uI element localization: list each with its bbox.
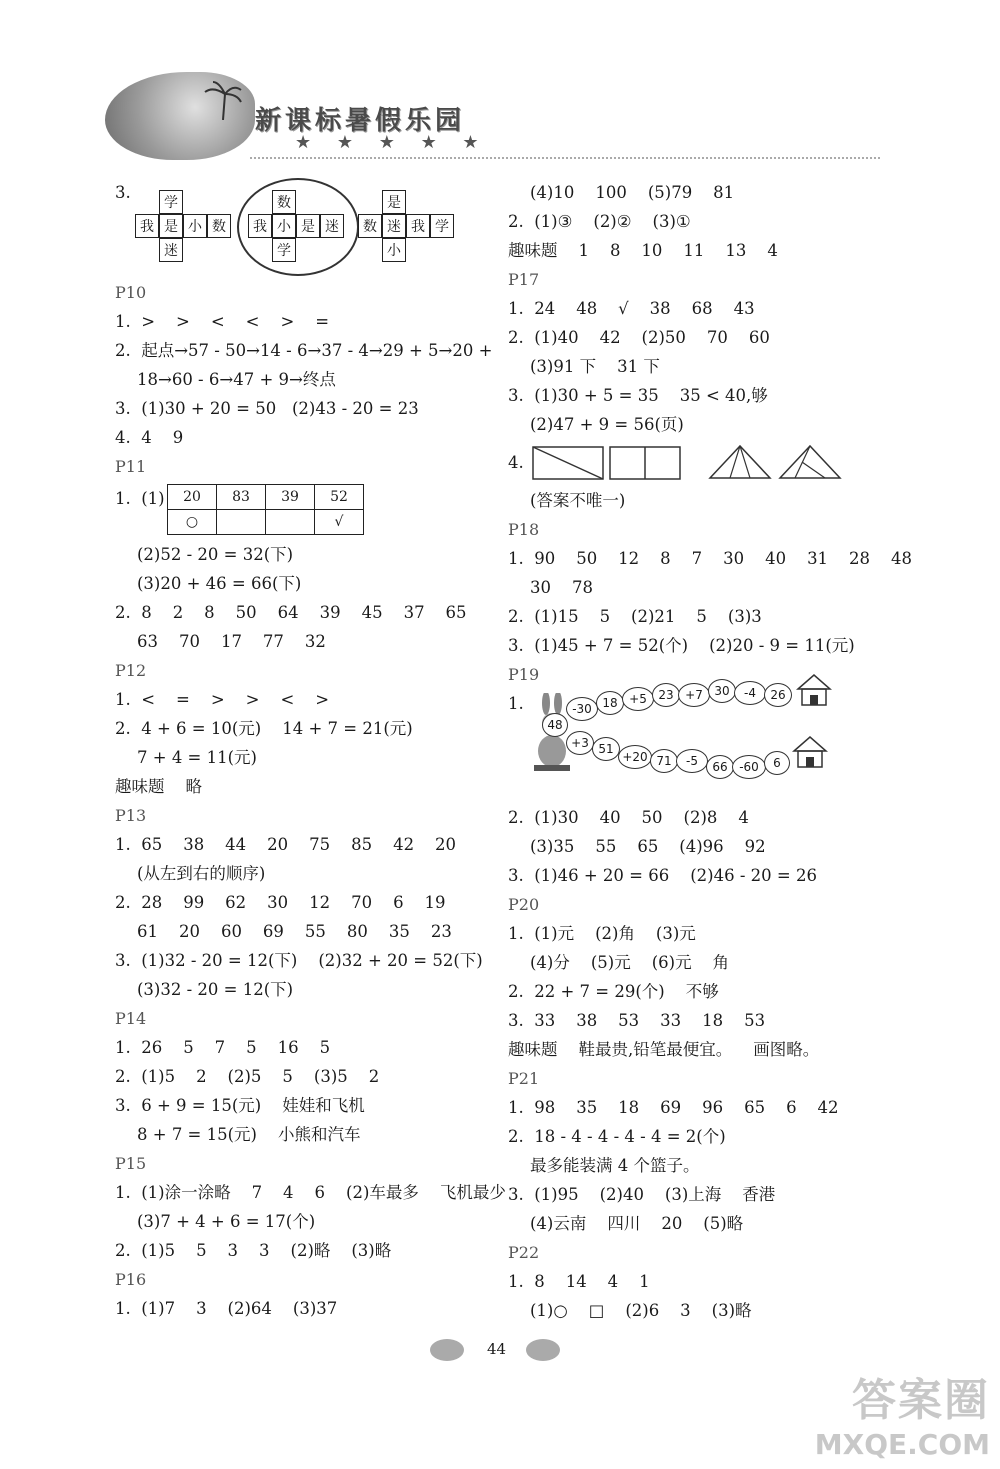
chain-node: +7 bbox=[678, 683, 710, 707]
answer-line: 3. (1)32 - 20 = 12(下) (2)32 + 20 = 52(下) bbox=[115, 951, 483, 970]
crossword-3-cell: 我 bbox=[406, 214, 430, 238]
answer-line: 趣味题 略 bbox=[115, 777, 202, 796]
answer-line: 2. (1)5 2 (2)5 5 (3)5 2 bbox=[115, 1067, 380, 1086]
table-cell: ○ bbox=[168, 510, 217, 535]
answer-line: (答案不唯一) bbox=[530, 491, 626, 510]
section-label: P22 bbox=[508, 1243, 540, 1262]
section-label: P17 bbox=[508, 270, 540, 289]
table-cell: √ bbox=[315, 510, 364, 535]
answer-line: 3. 6 + 9 = 15(元) 娃娃和飞机 bbox=[115, 1096, 365, 1115]
answer-line: 2. 8 2 8 50 64 39 45 37 65 bbox=[115, 603, 467, 622]
crossword-2-top: 数 bbox=[272, 190, 296, 214]
answer-line: (3)7 + 4 + 6 = 17(个) bbox=[137, 1212, 316, 1231]
watermark bbox=[815, 1364, 990, 1461]
answer-line: (4)10 100 (5)79 81 bbox=[530, 183, 735, 202]
answer-line: 2. (1)15 5 (2)21 5 (3)3 bbox=[508, 607, 762, 626]
chain-node: +5 bbox=[622, 687, 654, 711]
header-divider bbox=[250, 157, 880, 159]
answer-line: 8 + 7 = 15(元) 小熊和汽车 bbox=[137, 1125, 361, 1144]
chain-node: 23 bbox=[652, 683, 680, 707]
answer-line: (4)云南 四川 20 (5)略 bbox=[530, 1214, 744, 1233]
house-icon bbox=[794, 673, 834, 707]
answer-line: (从左到右的顺序) bbox=[137, 864, 266, 883]
answer-line: 1. (1)涂一涂略 7 4 6 (2)车最多 飞机最少 bbox=[115, 1183, 506, 1202]
answer-line: 3. (1)46 + 20 = 66 (2)46 - 20 = 26 bbox=[508, 866, 817, 885]
crossword-3-cell: 学 bbox=[430, 214, 454, 238]
crossword-1-cell: 小 bbox=[183, 214, 207, 238]
crossword-3-top: 是 bbox=[382, 190, 406, 214]
answer-line: 2. (1)40 42 (2)50 70 60 bbox=[508, 328, 770, 347]
table-cell bbox=[217, 510, 266, 535]
answer-line: 2. (1)5 5 3 3 (2)略 (3)略 bbox=[115, 1241, 392, 1260]
crossword-2-cell: 迷 bbox=[320, 214, 344, 238]
answer-line: 2. 18 - 4 - 4 - 4 - 4 = 2(个) bbox=[508, 1127, 726, 1146]
section-label: P21 bbox=[508, 1069, 540, 1088]
answer-line: (4)分 (5)元 (6)元 角 bbox=[530, 953, 730, 972]
answer-line: 3. 33 38 53 33 18 53 bbox=[508, 1011, 766, 1030]
crossword-1-bottom: 迷 bbox=[159, 238, 183, 262]
chain-node: 71 bbox=[650, 749, 678, 773]
answer-line: 3. (1)30 + 20 = 50 (2)43 - 20 = 23 bbox=[115, 399, 419, 418]
answer-line: 趣味题 1 8 10 11 13 4 bbox=[508, 241, 778, 260]
crossword-1-cell: 是 bbox=[159, 214, 183, 238]
answer-line: 2. (1)30 40 50 (2)8 4 bbox=[508, 808, 749, 827]
section-label: P12 bbox=[115, 661, 147, 680]
answer-line: 1. 26 5 7 5 16 5 bbox=[115, 1038, 331, 1057]
bird-icon bbox=[526, 1339, 560, 1361]
chain-node: 18 bbox=[596, 691, 624, 715]
watermark-title: 答案圈 bbox=[852, 1375, 990, 1426]
answer-line: 1. (1) bbox=[115, 489, 165, 508]
crossword-1-cell: 数 bbox=[207, 214, 231, 238]
answer-line: 63 70 17 77 32 bbox=[137, 632, 326, 651]
answer-line: 3. (1)30 + 5 = 35 35 < 40,够 bbox=[508, 386, 768, 405]
answer-line: 1. 8 14 4 1 bbox=[508, 1272, 650, 1291]
answer-line: 4. 4 9 bbox=[115, 428, 184, 447]
answer-line: 7 + 4 = 11(元) bbox=[137, 748, 257, 767]
chain-node: +3 bbox=[566, 731, 594, 755]
crossword-2-cell: 我 bbox=[248, 214, 272, 238]
answer-line: 1. 98 35 18 69 96 65 6 42 bbox=[508, 1098, 839, 1117]
crossword-3-bottom: 小 bbox=[382, 238, 406, 262]
section-label: P15 bbox=[115, 1154, 147, 1173]
answer-line: 1. < = > > < > bbox=[115, 690, 330, 709]
section-label: P20 bbox=[508, 895, 540, 914]
crossword-3-cell: 迷 bbox=[382, 214, 406, 238]
section-label: P16 bbox=[115, 1270, 147, 1289]
table-cell: 52 bbox=[315, 485, 364, 510]
chain-node: +20 bbox=[618, 745, 652, 769]
section-label: P18 bbox=[508, 520, 540, 539]
page-footer bbox=[430, 1335, 570, 1365]
p11-number-table bbox=[167, 484, 364, 535]
section-label: P10 bbox=[115, 283, 147, 302]
answer-line: 1. bbox=[508, 694, 524, 713]
page-number: 44 bbox=[487, 1340, 507, 1358]
watermark-url: MXQE.COM bbox=[814, 1428, 990, 1461]
chain-node: -60 bbox=[732, 755, 766, 779]
section-label: P11 bbox=[115, 457, 147, 476]
answer-line: 2. 起点→57 - 50→14 - 6→37 - 4→29 + 5→20 + bbox=[115, 341, 493, 360]
answer-line: (3)35 55 65 (4)96 92 bbox=[530, 837, 766, 856]
chain-node: 48 bbox=[542, 713, 568, 737]
table-cell: 20 bbox=[168, 485, 217, 510]
section-label: P19 bbox=[508, 665, 540, 684]
answer-line: (2)47 + 9 = 56(页) bbox=[530, 415, 684, 434]
crossword-1-cell: 我 bbox=[135, 214, 159, 238]
answer-line: 2. 28 99 62 30 12 70 6 19 bbox=[115, 893, 446, 912]
answer-line: (3)20 + 46 = 66(下) bbox=[137, 574, 302, 593]
chain-node: -4 bbox=[734, 681, 766, 705]
chain-node: -5 bbox=[676, 749, 708, 773]
answer-line: 2. 22 + 7 = 29(个) 不够 bbox=[508, 982, 719, 1001]
answer-line: 1. 65 38 44 20 75 85 42 20 bbox=[115, 835, 457, 854]
header-banner bbox=[105, 72, 885, 167]
answer-line: 1. (1)7 3 (2)64 (3)37 bbox=[115, 1299, 338, 1318]
header-stars: ★ ★ ★ ★ ★ bbox=[295, 132, 489, 153]
table-cell: 39 bbox=[266, 485, 315, 510]
crossword-2-cell: 小 bbox=[272, 214, 296, 238]
chain-node: 26 bbox=[764, 683, 792, 707]
table-cell: 83 bbox=[217, 485, 266, 510]
answer-line: 18→60 - 6→47 + 9→终点 bbox=[137, 370, 336, 389]
crossword-3-cell: 数 bbox=[358, 214, 382, 238]
crossword-2-bottom: 学 bbox=[272, 238, 296, 262]
crossword-1-top: 学 bbox=[159, 190, 183, 214]
house-icon bbox=[790, 735, 830, 769]
chain-node: 66 bbox=[706, 755, 734, 779]
answer-line: (3)32 - 20 = 12(下) bbox=[137, 980, 294, 999]
answer-line: 4. bbox=[508, 453, 524, 472]
answer-line: 趣味题 鞋最贵,铅笔最便宜。 画图略。 bbox=[508, 1040, 820, 1059]
chain-node: 30 bbox=[708, 679, 736, 703]
crossword-2-cell: 是 bbox=[296, 214, 320, 238]
rectangle-divided-diagonal-icon bbox=[532, 446, 682, 480]
header-title: 新课标暑假乐园 bbox=[255, 106, 466, 136]
bird-icon bbox=[430, 1339, 464, 1361]
chain-node: 6 bbox=[764, 751, 790, 775]
chain-node: -30 bbox=[566, 697, 598, 721]
answer-line: 3. (1)95 (2)40 (3)上海 香港 bbox=[508, 1185, 776, 1204]
answer-line: 1. (1)元 (2)角 (3)元 bbox=[508, 924, 696, 943]
answer-line: 最多能装满 4 个篮子。 bbox=[530, 1156, 700, 1175]
answer-line: 1. 24 48 √ 38 68 43 bbox=[508, 299, 755, 318]
section-label: P13 bbox=[115, 806, 147, 825]
answer-line: 1. > > < < > = bbox=[115, 312, 330, 331]
answer-line: 1. 90 50 12 8 7 30 40 31 28 48 bbox=[508, 549, 913, 568]
palm-tree-icon bbox=[203, 80, 243, 120]
answer-line: (3)91 下 31 下 bbox=[530, 357, 660, 376]
answer-line: 3. (1)45 + 7 = 52(个) (2)20 - 9 = 11(元) bbox=[508, 636, 855, 655]
chain-node: 51 bbox=[592, 737, 620, 761]
answer-line: (1)○ □ (2)6 3 (3)略 bbox=[530, 1301, 752, 1320]
answer-line: 30 78 bbox=[530, 578, 593, 597]
answer-line: (2)52 - 20 = 32(下) bbox=[137, 545, 294, 564]
table-cell bbox=[266, 510, 315, 535]
answer-line: 61 20 60 69 55 80 35 23 bbox=[137, 922, 452, 941]
p19-number-chain bbox=[532, 683, 852, 798]
answer-line: 2. (1)③ (2)② (3)① bbox=[508, 212, 691, 231]
section-label: P14 bbox=[115, 1009, 147, 1028]
left-q3-label: 3. bbox=[115, 183, 131, 202]
triangles-divided-icon bbox=[708, 444, 848, 480]
answer-line: 2. 4 + 6 = 10(元) 14 + 7 = 21(元) bbox=[115, 719, 413, 738]
